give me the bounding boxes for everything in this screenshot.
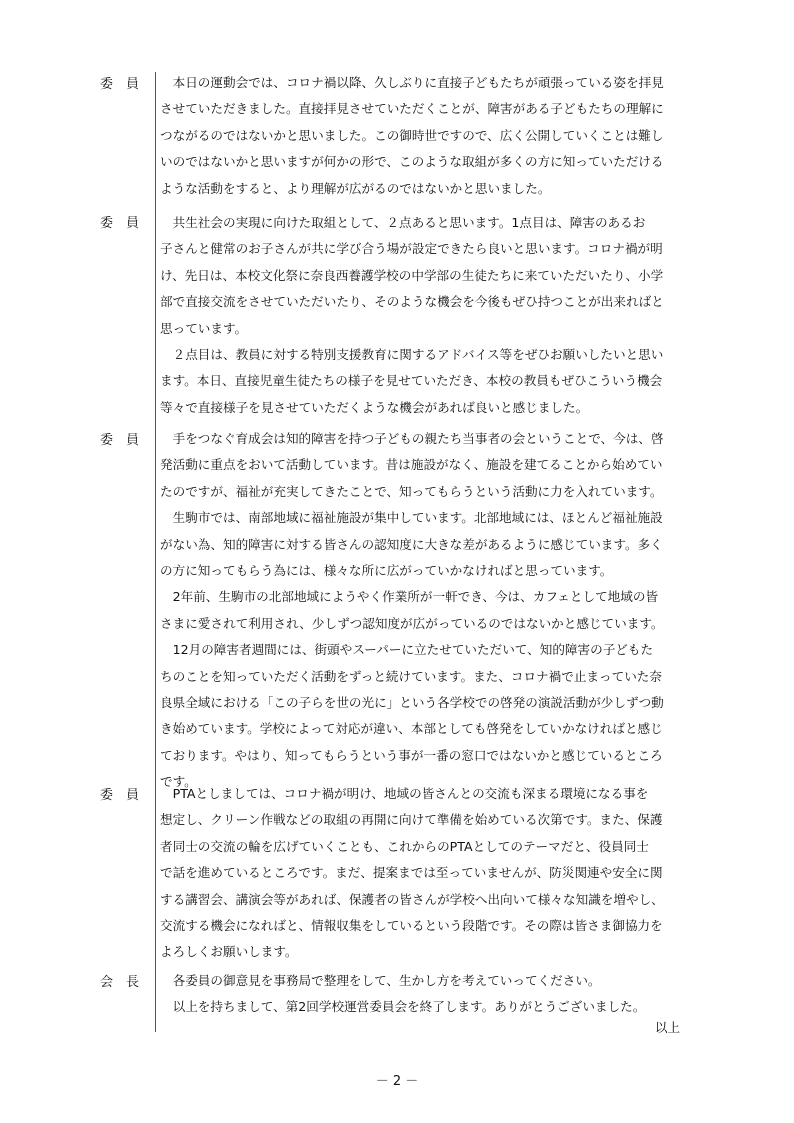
text-line: ちのことを知っていただく活動をずっと続けています。また、コロナ禍で止まっていた奈: [160, 668, 662, 684]
remark-block: [160, 70, 726, 202]
text-line: 以上を持ちまして、第2回学校運営委員会を終了します。ありがとうございました。: [160, 999, 646, 1015]
text-line: 想定し、クリーン作戦などの取組の再開に向けて準備を始めている次第です。また、保護: [160, 812, 663, 828]
text-line: がない為、知的障害に対する皆さんの認知度に大きな差があるように感じています。多く: [160, 536, 663, 552]
text-line: 等々で直接様子を見させていただくような機会があれば良いと感じました。: [160, 399, 589, 415]
text-line: 12月の障害者週間には、街頭やスーパーに立たせていただいて、知的障害の子どもた: [160, 642, 654, 658]
text-line: 2年前、生駒市の北部地域にようやく作業所が一軒でき、今は、カフェとして地域の皆: [160, 589, 659, 605]
text-line: 共生社会の実現に向けた取組として、２点あると思います。1点目は、障害のあるお: [160, 215, 646, 230]
text-line: で話を進めているところです。まだ、提案までは至っていませんが、防災関連や安全に関: [160, 865, 663, 881]
text-line: 生駒市では、南部地域に福祉施設が集中しています。北部地域には、ほとんど福祉施設: [160, 510, 663, 526]
text-line: 者同士の交流の輪を広げていくことも、これからのPTAとしてのテーマだと、役員同士: [160, 838, 649, 854]
text-line: させていただきました。直接拝見させていただくことが、障害がある子どもたちの理解に: [160, 101, 664, 117]
remark-block: [160, 426, 726, 795]
margin-rule: [155, 72, 156, 1032]
speaker-label: 委 員: [100, 77, 140, 92]
speaker-label: 委 員: [100, 788, 140, 803]
text-line: ております。やはり、知ってもらうという事が一番の窓口ではないかと感じているところ: [160, 747, 663, 763]
remark-block: [160, 781, 726, 966]
text-line: 部で直接交流をさせていただいたり、そのような機会を今後もぜひ持つことが出来ればと: [160, 294, 664, 310]
text-line: PTAとしましては、コロナ禍が明け、地域の皆さんとの交流も深まる環境になる事を: [160, 786, 649, 801]
text-line: 子さんと健常のお子さんが共に学び合う場が設定できたら良いと思います。コロナ禍が明: [160, 241, 663, 257]
text-line: け、先日は、本校文化祭に奈良西養護学校の中学部の生徒たちに来ていただいたり、小学: [160, 267, 664, 283]
remark-block: [160, 210, 726, 421]
text-line: の方に知ってもらう為には、様々な所に広がっていかなければと思っています。: [160, 562, 613, 578]
text-line: 発活動に重点をおいて活動しています。昔は施設がなく、施設を建てることから始めてい: [160, 457, 663, 473]
remark-block: [160, 968, 726, 1021]
text-line: ２点目は、教員に対する特別支援教育に関するアドバイス等をぜひお願いしたいと思い: [160, 346, 664, 362]
text-line: 手をつなぐ育成会は知的障害を持つ子どもの親たち当事者の会ということで、今は、啓: [160, 431, 664, 446]
text-line: 良県全域における「この子らを世の光に」という各学校での啓発の演説活動が少しずつ動: [160, 694, 664, 710]
speaker-label: 会 長: [100, 975, 140, 990]
text-line: する講習会、講演会等があれば、保護者の皆さんが学校へ出向いて様々な知識を増やし、: [160, 891, 664, 907]
text-line: ます。本日、直接児童生徒たちの様子を見せていただき、本校の教員もぜひこういう機会: [160, 373, 663, 389]
text-line: よろしくお願いします。: [160, 944, 298, 960]
text-line: 思っています。: [160, 320, 248, 336]
page-number: － 2 －: [375, 1074, 419, 1089]
text-line: ような活動をすると、より理解が広がるのではないかと思いました。: [160, 180, 551, 196]
speaker-label: 委 員: [100, 216, 140, 231]
text-line: つながるのではないかと思いました。この御時世ですので、広く公開していくことは難し: [160, 127, 664, 143]
text-line: 本日の運動会では、コロナ禍以降、久しぶりに直接子どもたちが頑張っている姿を拝見: [160, 75, 664, 90]
text-line: 交流する機会になればと、情報収集をしているという段階です。その際は皆さま御協力を: [160, 917, 663, 933]
speaker-label: 委 員: [100, 433, 140, 448]
text-line: さまに愛されて利用され、少しずつ認知度が広がっているのではないかと感じています。: [160, 615, 664, 631]
text-line: いのではないかと思いますが何かの形で、このような取組が多くの方に知っていただける: [160, 154, 664, 170]
text-line: たのですが、福祉が充実してきたことで、知ってもらうという活動に力を入れています。: [160, 483, 663, 499]
text-line: き始めています。学校によって対応が違い、本部としても啓発をしていかなければと感じ: [160, 721, 663, 737]
text-line: です。: [160, 774, 197, 790]
closing-mark: 以上: [654, 1020, 680, 1035]
text-line: 各委員の御意見を事務局で整理をして、生かし方を考えていってください。: [160, 973, 601, 988]
